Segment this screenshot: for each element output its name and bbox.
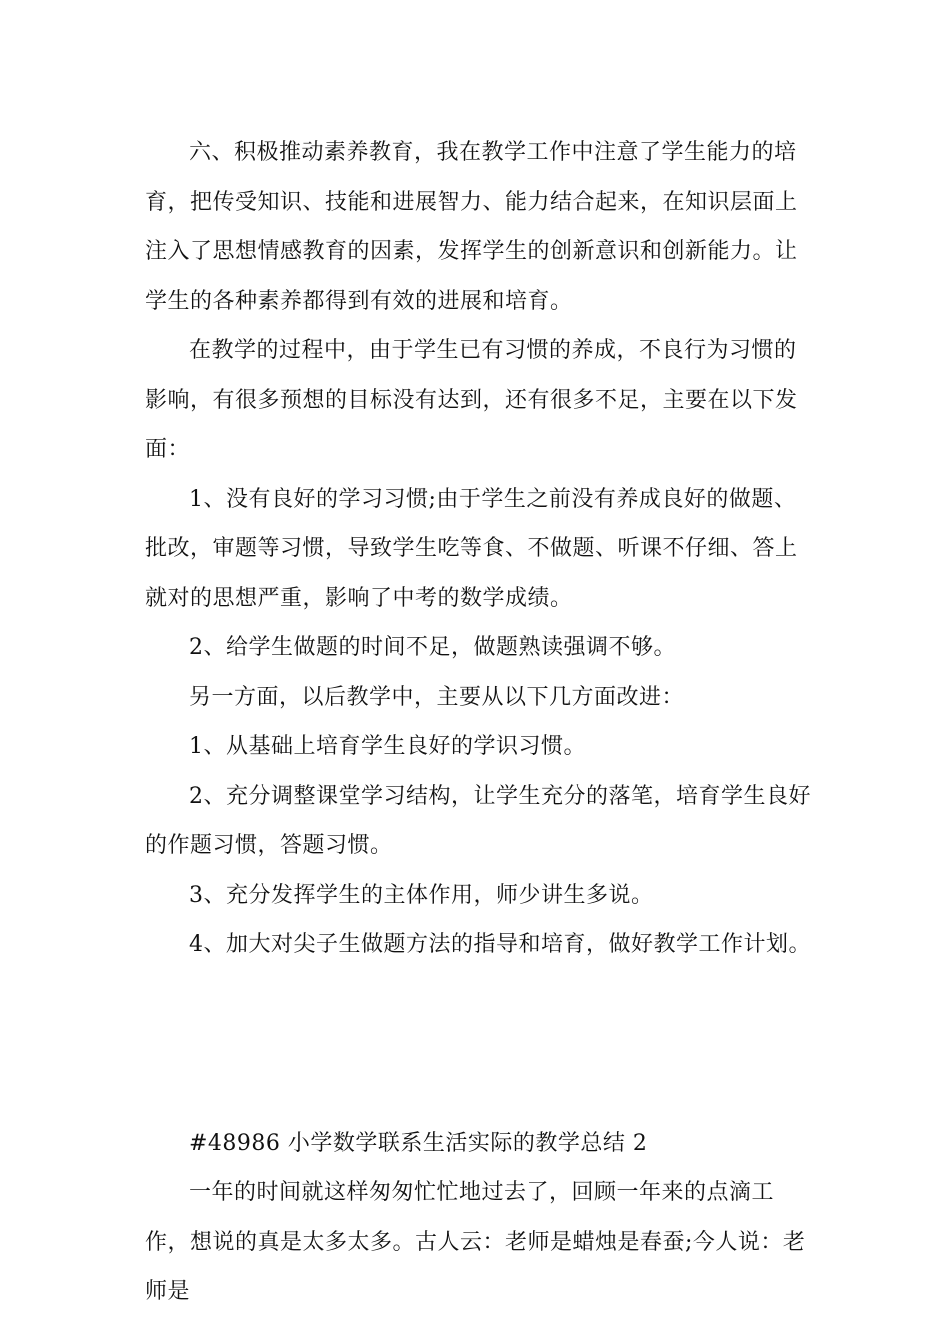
paragraph-improvement-2: 2、充分调整课堂学习结构，让学生充分的落笔，培育学生良好的作题习惯，答题习惯。: [145, 783, 811, 858]
paragraph-improvement-1: 1、从基础上培育学生良好的学识习惯。: [189, 734, 586, 759]
section-heading: #48986 小学数学联系生活实际的教学总结 2: [189, 1130, 648, 1156]
section-spacer: [145, 970, 815, 1119]
paragraph-shortcoming-1: 1、没有良好的学习习惯;由于学生之前没有养成良好的做题、批改，审题等习惯，导致学生吃等食、不做题、听课不仔细、答上就对的思想严重，影响了中考的数学成绩。: [145, 486, 798, 611]
paragraph-improvement-4: 4、加大对尖子生做题方法的指导和培育，做好教学工作计划。: [189, 932, 811, 957]
paragraph-shortcoming-2: 2、给学生做题的时间不足，做题熟读强调不够。: [189, 635, 676, 660]
paragraph-year-review: 一年的时间就这样匆匆忙忙地过去了，回顾一年来的点滴工作，想说的真是太多太多。古人云：老师是蜡烛是春蚕;今人说：老师是: [145, 1180, 806, 1304]
document-body: [145, 128, 815, 1317]
paragraph-quality-education: 六、积极推动素养教育，我在教学工作中注意了学生能力的培育，把传受知识、技能和进展智力、能力结合起来，在知识层面上注入了思想情感教育的因素，发挥学生的创新意识和创新能力。让学生的各种素养都得到有效的进展和培育。: [145, 140, 798, 314]
paragraph-improvement-3: 3、充分发挥学生的主体作用，师少讲生多说。: [189, 882, 654, 908]
paragraph-shortcomings-intro: 在教学的过程中，由于学生已有习惯的养成，不良行为习惯的影响，有很多预想的目标没有达到，还有很多不足，主要在以下发面：: [145, 338, 798, 462]
paragraph-improvements-intro: 另一方面，以后教学中，主要从以下几方面改进：: [189, 684, 685, 710]
